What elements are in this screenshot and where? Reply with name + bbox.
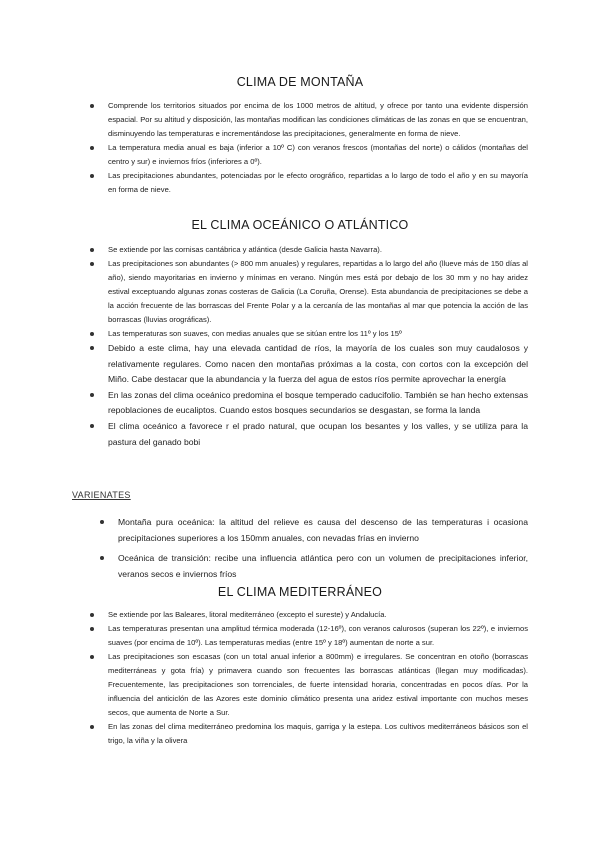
section-title-montana: CLIMA DE MONTAÑA [236, 75, 364, 89]
varientes-heading: VARIENATES [72, 490, 131, 500]
list-item: En las zonas del clima oceánico predomina el bosque temperado caducifolio. También se han hecho extensas repoblaciones de eucaliptos. Cuando estos bosques secundarios se desgastan, se forma la landa [90, 388, 528, 419]
list-item: La temperatura media anual es baja (inferior a 10º C) con veranos frescos (montañas del norte) o cálidos (montañas del centro y sur) e inviernos fríos (inferiores a 0º). [90, 141, 528, 169]
list-item: Debido a este clima, hay una elevada cantidad de ríos, la mayoría de los cuales son muy caudalosos y relativamente regulares. Como nacen den montañas próximas a la costa, con cortos con la excepción del Miño. Cabe destacar que la abundancia y la fuerza del agua de estos ríos permite aprovechar la energía [90, 341, 528, 388]
list-item: En las zonas del clima mediterráneo predomina los maquis, garriga y la estepa. Los cultivos mediterráneos básicos son el trigo, la viña y la olivera [90, 720, 528, 748]
montana-list [90, 99, 528, 197]
list-item: Comprende los territorios situados por encima de los 1000 metros de altitud, y ofrece por tanto una evidente dispersión espacial. Por su altitud y disposición, las montañas modifican las condiciones climáticas de las zonas en que se encuentran, disminuyendo las temperaturas e incrementándose las precipitaciones, generalmente en forma de nieve. [90, 99, 528, 141]
mediterraneo-list [90, 608, 528, 748]
list-item: Las temperaturas son suaves, con medias anuales que se sitúan entre los 11º y los 15º [90, 327, 528, 341]
list-item: Las precipitaciones son escasas (con un total anual inferior a 800mm) e irregulares. Se concentran en otoño (borrascas mediterráneas y gota fría) y primavera cuando son frecuentes las borrascas atlánticas (llegan muy modificadas). Frecuentemente, las precipitaciones son torrenciales, de fuerte intensidad horaria, concentradas en pocos días. Por la influencia del anticiclón de las Azores este dominio climático presenta una aridez estival importante con muchos meses secos, que aumenta de Norte a Sur. [90, 650, 528, 720]
section-title-oceanico: EL CLIMA OCEÁNICO O ATLÁNTICO [191, 218, 409, 232]
oceanico-list [90, 243, 528, 450]
list-item: Las precipitaciones son abundantes (> 800 mm anuales) y regulares, repartidas a lo largo del año (llueve más de 150 días al año), siendo mayoritarias en invierno y mínimas en verano. Ningún mes está por debajo de los 30 mm y no hay aridez estival exceptuando algunas zonas costeras de Galicia (La Coruña, Orense). Esta abundancia de precipitaciones se debe a la acción frecuente de las borrascas del Frente Polar y a la cercanía de las montañas al mar que potencia la acción de las borrascas (lluvias orográficas). [90, 257, 528, 327]
list-item: Oceánica de transición: recibe una influencia atlántica pero con un volumen de precipitaciones inferior, veranos secos e inviernos fríos [100, 551, 528, 582]
varientes-list [100, 515, 528, 587]
section-title-mediterraneo: EL CLIMA MEDITERRÁNEO [217, 585, 383, 599]
list-item: Se extiende por las Baleares, litoral mediterráneo (excepto el sureste) y Andalucía. [90, 608, 528, 622]
list-item: Las temperaturas presentan una amplitud térmica moderada (12-16º), con veranos calurosos (superan los 22º), e inviernos suaves (por encima de 10º). Las temperaturas medias (entre 15º y 18º) aumentan de norte a sur. [90, 622, 528, 650]
list-item: Se extiende por las cornisas cantábrica y atlántica (desde Galicia hasta Navarra). [90, 243, 528, 257]
list-item: Montaña pura oceánica: la altitud del relieve es causa del descenso de las temperaturas i ocasiona precipitaciones superiores a los 150mm anuales, con nevadas frías en invierno [100, 515, 528, 546]
list-item: El clima oceánico a favorece r el prado natural, que ocupan los besantes y los valles, y se utiliza para la pastura del ganado bobi [90, 419, 528, 450]
list-item: Las precipitaciones abundantes, potenciadas por le efecto orográfico, repartidas a lo largo de todo el año y en su mayoría en forma de nieve. [90, 169, 528, 197]
